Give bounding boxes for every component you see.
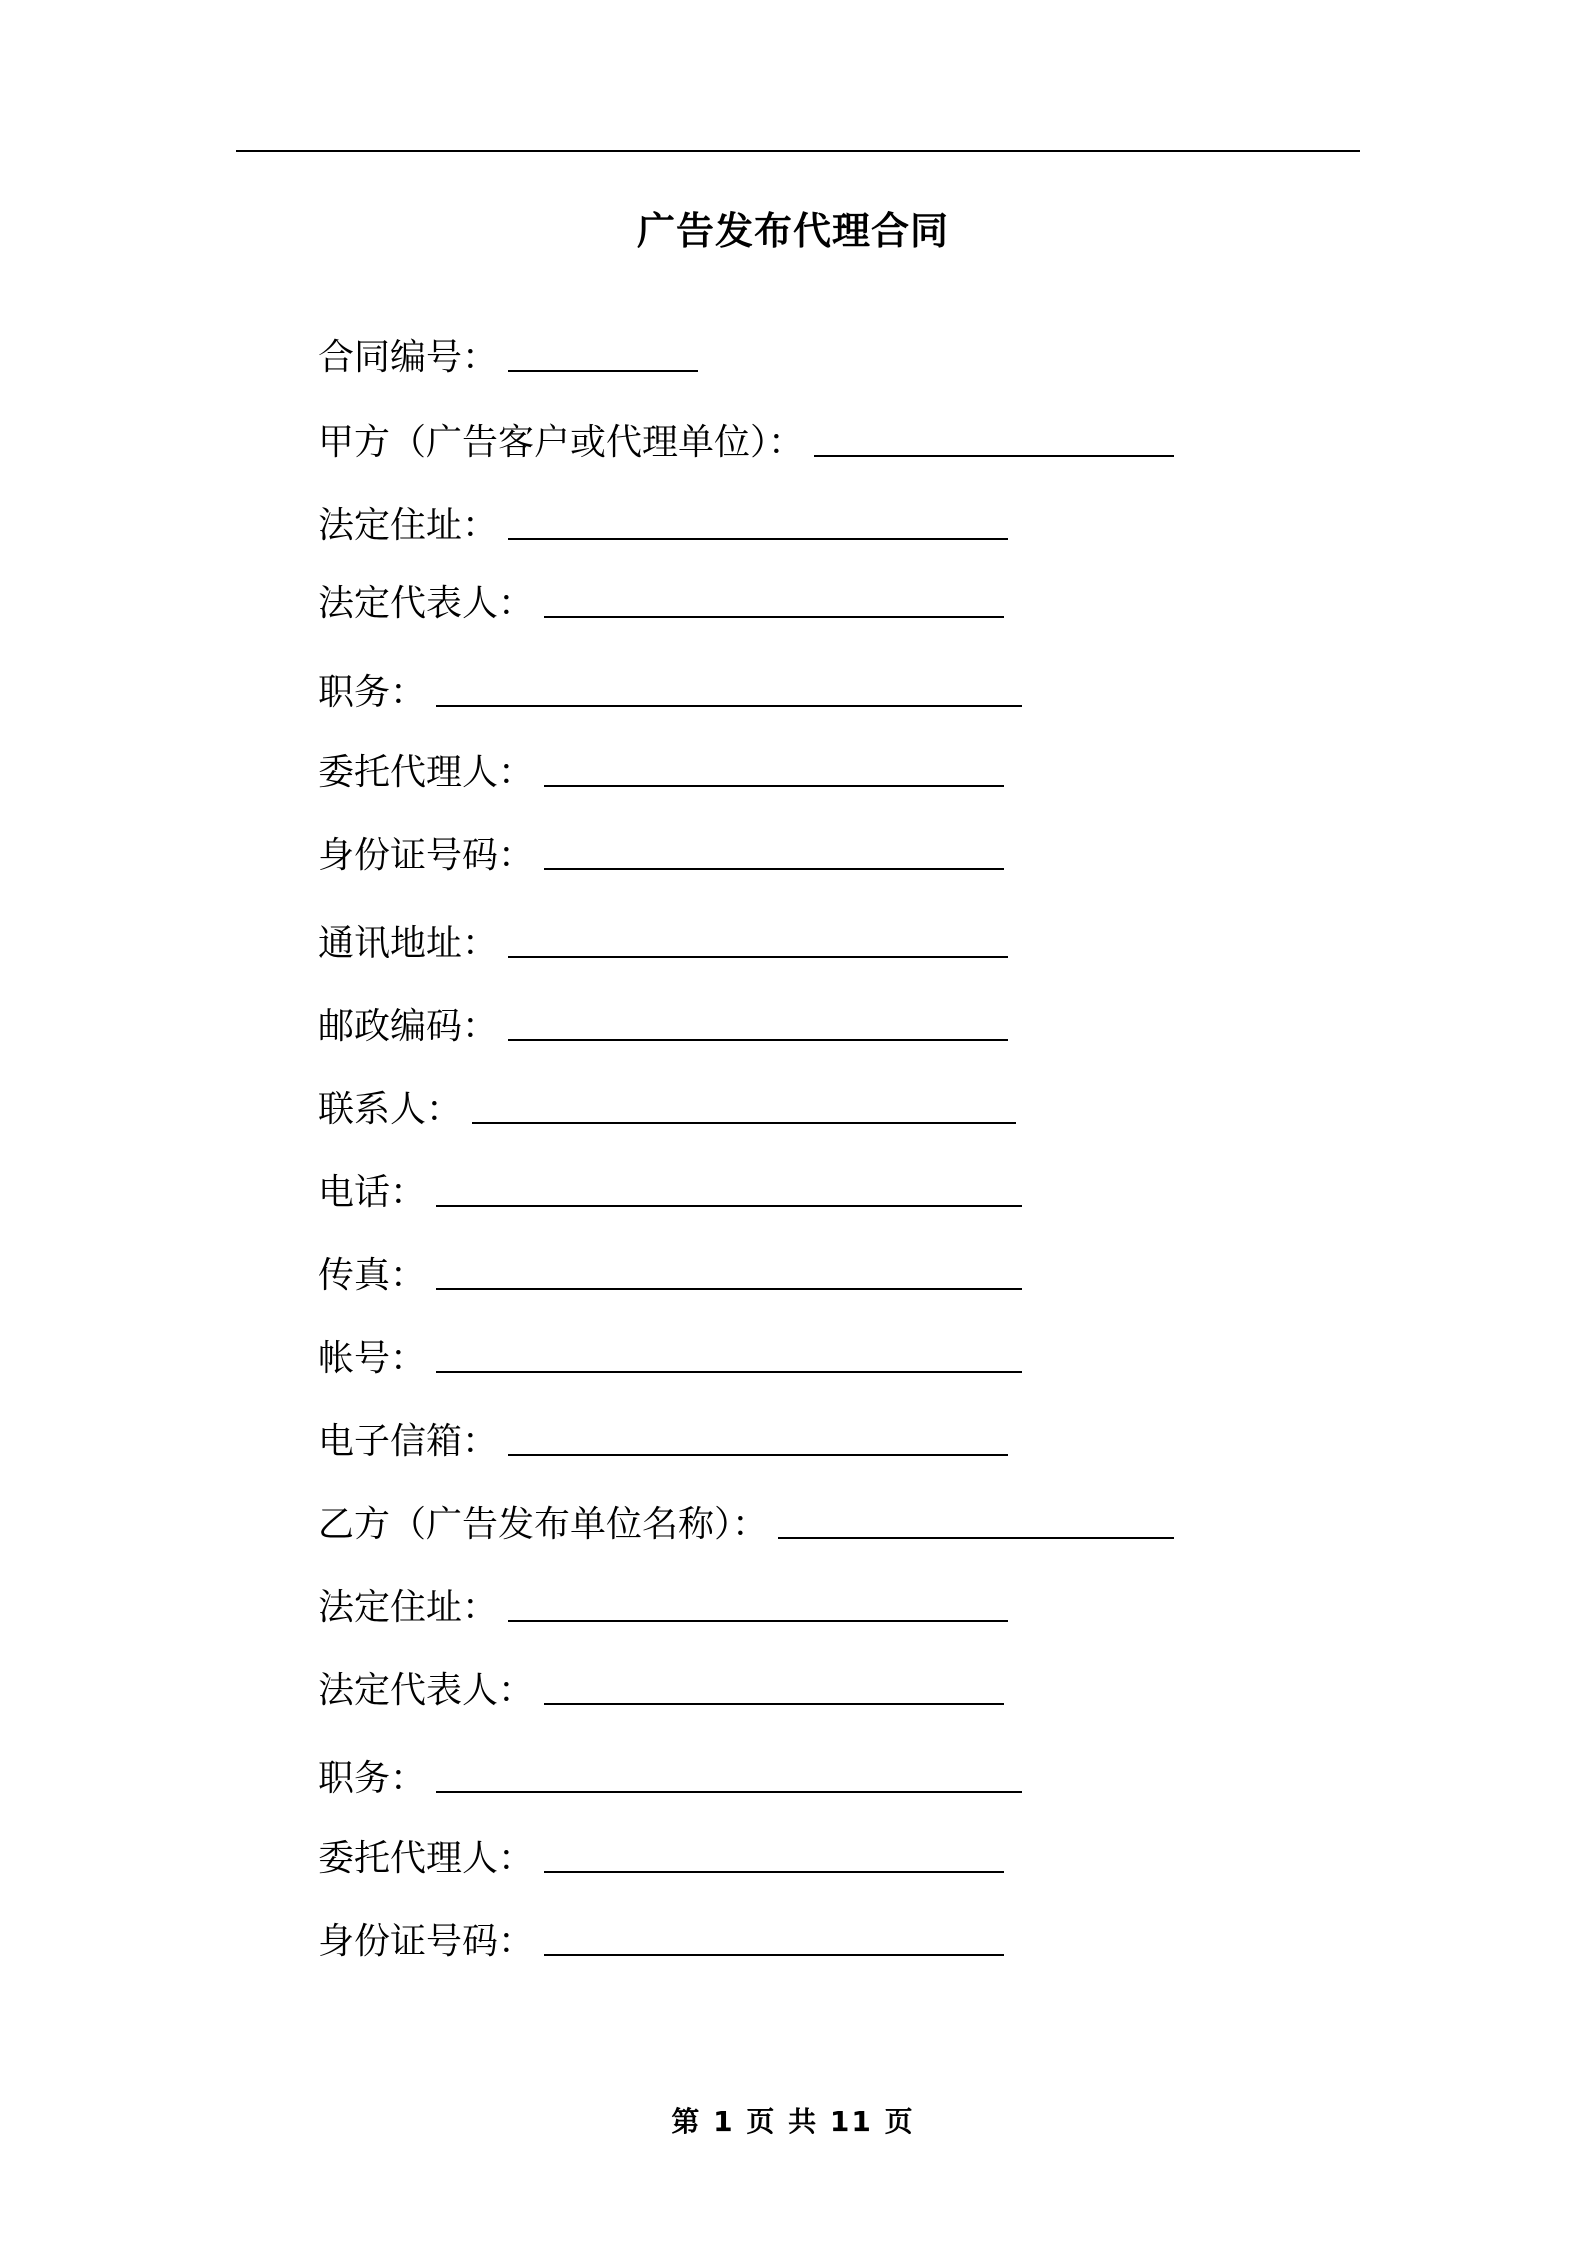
field-contract-number xyxy=(318,328,698,378)
blank-line xyxy=(436,1288,1022,1290)
field-label: 甲方（广告客户或代理单位）： xyxy=(318,422,805,463)
blank-line xyxy=(508,1454,1008,1456)
field-label: 合同编号： xyxy=(318,337,499,378)
header-rule xyxy=(236,150,1360,152)
field-label: 身份证号码： xyxy=(318,835,535,876)
blank-line xyxy=(436,1791,1022,1793)
blank-line xyxy=(544,868,1004,870)
field-b-position xyxy=(318,1749,1022,1799)
field-a-agent xyxy=(318,743,1004,793)
field-a-legal-rep xyxy=(318,574,1004,624)
field-label: 法定代表人： xyxy=(318,583,535,624)
page-number: 第 1 页 共 11 页 xyxy=(671,2105,915,2138)
field-a-phone xyxy=(318,1163,1022,1213)
blank-line xyxy=(508,538,1008,540)
blank-line xyxy=(508,956,1008,958)
document-title: 广告发布代理合同 xyxy=(636,209,949,253)
field-a-id-number xyxy=(318,826,1004,876)
field-label: 帐号： xyxy=(318,1338,427,1379)
blank-line xyxy=(508,1039,1008,1041)
field-label: 法定住址： xyxy=(318,1587,499,1628)
field-label: 职务： xyxy=(318,1758,427,1799)
field-label: 法定住址： xyxy=(318,505,499,546)
field-a-postcode xyxy=(318,997,1008,1047)
blank-line xyxy=(436,1205,1022,1207)
blank-line xyxy=(544,1703,1004,1705)
blank-line xyxy=(472,1122,1016,1124)
field-party-a xyxy=(318,413,1174,463)
blank-line xyxy=(544,1954,1004,1956)
field-label: 委托代理人： xyxy=(318,1838,535,1879)
field-label: 职务： xyxy=(318,672,427,713)
field-label: 传真： xyxy=(318,1255,427,1296)
field-label: 联系人： xyxy=(318,1089,463,1130)
field-a-account xyxy=(318,1329,1022,1379)
field-b-legal-rep xyxy=(318,1661,1004,1711)
field-label: 通讯地址： xyxy=(318,923,499,964)
field-a-email xyxy=(318,1412,1008,1462)
blank-line xyxy=(544,616,1004,618)
field-a-contact xyxy=(318,1080,1016,1130)
field-a-position xyxy=(318,663,1022,713)
field-b-address xyxy=(318,1578,1008,1628)
blank-line xyxy=(778,1537,1174,1539)
field-b-agent xyxy=(318,1829,1004,1879)
field-label: 电子信箱： xyxy=(318,1421,499,1462)
blank-line xyxy=(814,455,1174,457)
field-label: 邮政编码： xyxy=(318,1006,499,1047)
field-a-address xyxy=(318,496,1008,546)
blank-line xyxy=(544,785,1004,787)
field-label: 乙方（广告发布单位名称）： xyxy=(318,1504,769,1545)
field-label: 委托代理人： xyxy=(318,752,535,793)
blank-line xyxy=(508,1620,1008,1622)
blank-line xyxy=(544,1871,1004,1873)
field-label: 身份证号码： xyxy=(318,1921,535,1962)
blank-line xyxy=(436,1371,1022,1373)
blank-line xyxy=(436,705,1022,707)
field-label: 法定代表人： xyxy=(318,1670,535,1711)
blank-line xyxy=(508,370,698,372)
field-a-fax xyxy=(318,1246,1022,1296)
field-label: 电话： xyxy=(318,1172,427,1213)
field-b-id-number xyxy=(318,1912,1004,1962)
field-party-b xyxy=(318,1495,1174,1545)
field-a-mail-address xyxy=(318,914,1008,964)
